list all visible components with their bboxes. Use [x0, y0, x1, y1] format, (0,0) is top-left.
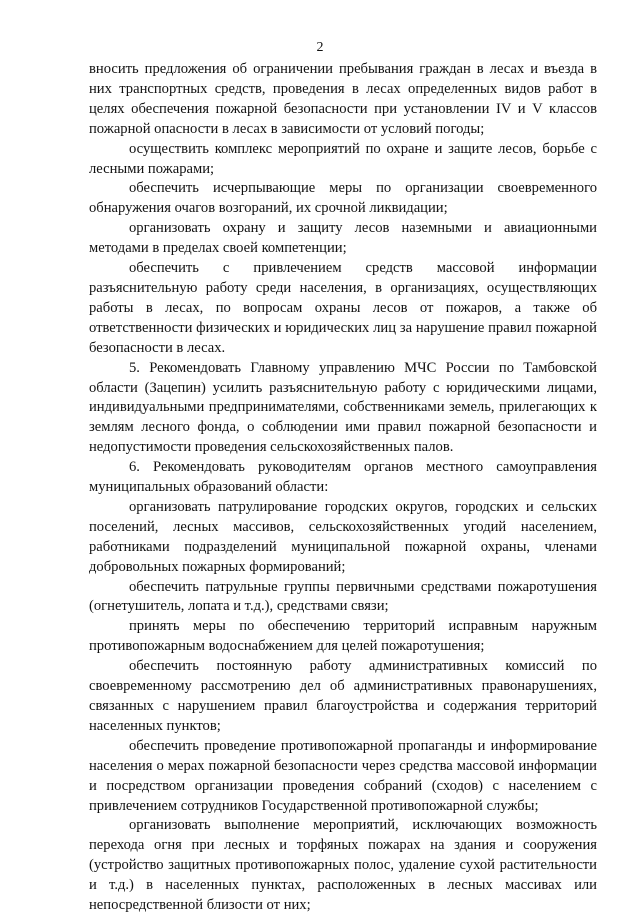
paragraph-fire-propaganda: обеспечить проведение противопожарной пропаганды и информирование населения о мерах пожарной безопасности через средства массовой информации и посредством организации проведения собраний (сходов) с населением с привлечением сотрудников Государственной противопожарной службы; — [89, 737, 597, 814]
paragraph-administrative-commissions: обеспечить постоянную работу административных комиссий по своевременному рассмотрению дел об административных правонарушениях, связанных с нарушением правил благоустройства и содержания территорий населенных пунктов; — [89, 658, 597, 734]
paragraph-fire-barriers: организовать выполнение мероприятий, исключающих возможность перехода огня при лесных и торфяных пожарах на здания и сооружения (устройство защитных противопожарных полос, удаление сухой растительности и т.д.) в населенных пунктах, расположенных в лесных массивах или непосредственной близости от них; — [89, 817, 597, 914]
paragraph-water-supply: принять меры по обеспечению территорий исправным наружным противопожарным водоснабжением для целей пожаротушения; — [89, 618, 597, 655]
paragraph-media-outreach: обеспечить с привлечением средств массовой информации разъяснительную работу среди населения, в организациях, осуществляющих работы в лесах, по вопросам охраны лесов от пожаров, а также об ответственности физических и юридических лиц за нарушение правил пожарной безопасности в лесах. — [89, 260, 597, 356]
document-body — [89, 60, 597, 916]
paragraph-restrictions: вносить предложения об ограничении пребывания граждан в лесах и въезда в них транспортных средств, проведения в лесах определенных видов работ в целях обеспечения пожарной безопасности при установлении IV и V классов пожарной опасности в лесах в зависимости от условий погоды; — [89, 61, 597, 137]
paragraph-forest-protection: осуществить комплекс мероприятий по охране и защите лесов, борьбе с лесными пожарами; — [89, 140, 597, 177]
paragraph-patrol-equipment: обеспечить патрульные группы первичными средствами пожаротушения (огнетушитель, лопата и т.д.), средствами связи; — [89, 578, 597, 615]
page-number: 2 — [316, 40, 324, 55]
paragraph-fire-detection: обеспечить исчерпывающие меры по организации своевременного обнаружения очагов возгораний, их срочной ликвидации; — [89, 180, 597, 217]
paragraph-ground-air-protection: организовать охрану и защиту лесов наземными и авиационными методами в пределах своей компетенции; — [89, 220, 597, 257]
paragraph-patrolling: организовать патрулирование городских округов, городских и сельских поселений, лесных массивов, сельскохозяйственных угодий населением, работниками подразделений муниципальной пожарной охраны, членами добровольных пожарных формирований; — [89, 498, 597, 575]
paragraph-item-5: 5. Рекомендовать Главному управлению МЧС России по Тамбовской области (Зацепин) усилить разъяснительную работу с юридическими лицами, индивидуальными предпринимателями, собственниками земель, прилегающих к землям лесного фонда, о соблюдении ими правил пожарной безопасности и недопустимости проведения сельскохозяйственных палов. — [89, 359, 597, 456]
paragraph-item-6: 6. Рекомендовать руководителям органов местного самоуправления муниципальных образований области: — [89, 459, 597, 496]
